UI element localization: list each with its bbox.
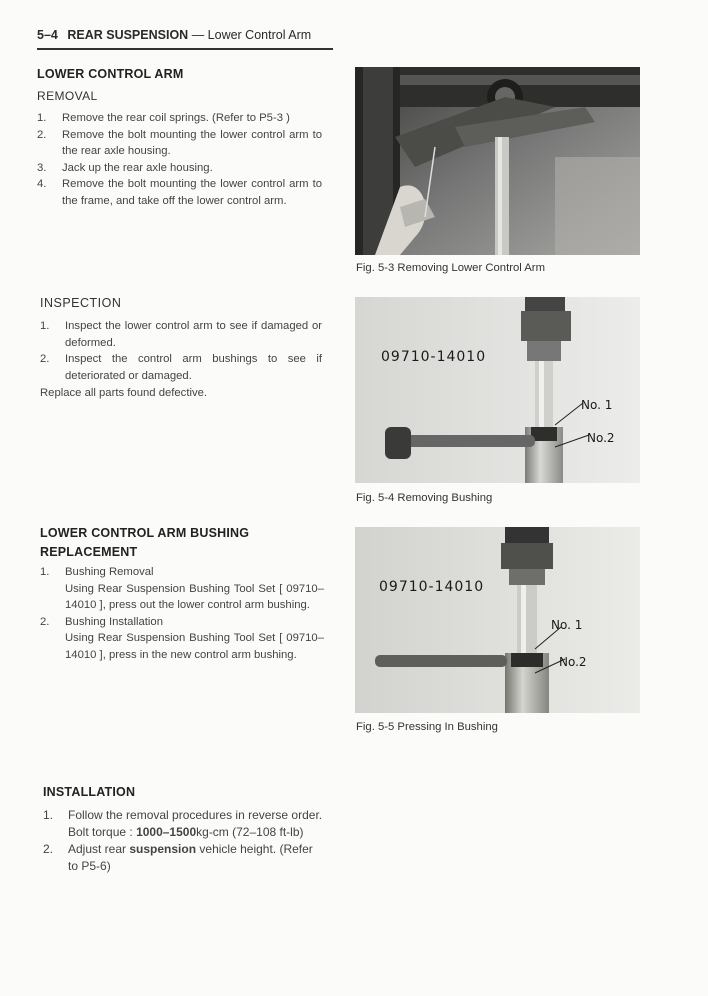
installation-steps: [43, 807, 325, 875]
list-item: 2. Inspect the control arm bushings to see if deteriorated or damaged.: [40, 353, 322, 382]
list-item: 1. Bushing Removal Using Rear Suspension Bushing Tool Set [ 09710–14010 ], press out the lower control arm bushing.: [40, 566, 324, 612]
fig-5-4-label-no2: No.2: [587, 431, 615, 445]
bushing-heading-line2: REPLACEMENT: [40, 545, 138, 559]
removal-steps: [37, 110, 322, 210]
torque-value: 1000–1500: [136, 825, 197, 839]
list-item: 3. Jack up the rear axle housing.: [37, 161, 213, 174]
fig-5-5-photo: [355, 527, 640, 713]
fig-5-4-caption: Fig. 5-4 Removing Bushing: [356, 492, 493, 504]
list-item: 4. Remove the bolt mounting the lower control arm to the frame, and take off the lower control arm.: [37, 178, 322, 207]
fig-5-4-photo: [355, 297, 640, 483]
page-header: [37, 28, 333, 54]
control-arm-removal-illustration: [355, 67, 640, 255]
inspection-steps: [40, 318, 322, 384]
bushing-steps: [40, 564, 324, 664]
section-title: REAR SUSPENSION: [67, 28, 189, 42]
fig-5-5-label-no1: No. 1: [551, 618, 583, 632]
fig-5-4-tool-number: 09710-14010: [381, 349, 487, 365]
fig-5-5-caption: Fig. 5-5 Pressing In Bushing: [356, 721, 498, 733]
fig-5-5-tool-number: 09710-14010: [379, 579, 485, 595]
installation-heading: INSTALLATION: [43, 785, 136, 799]
torque-label: Bolt torque :: [68, 825, 133, 839]
fig-5-3-photo: [355, 67, 640, 255]
list-item: 1. Remove the rear coil springs. (Refer to P5-3 ): [37, 112, 290, 124]
inspection-heading: INSPECTION: [40, 296, 122, 310]
inspection-note: Replace all parts found defective.: [40, 387, 208, 399]
bushing-heading-line1: LOWER CONTROL ARM BUSHING: [40, 526, 250, 540]
removal-heading: LOWER CONTROL ARM: [37, 67, 184, 81]
section-subtitle: — Lower Control Arm: [191, 28, 312, 42]
bushing-removal-illustration: [355, 297, 640, 483]
fig-5-5-label-no2: No.2: [559, 655, 587, 669]
list-item: 2. Adjust rear suspension vehicle height. (Refer to P5-6): [43, 842, 313, 873]
fig-5-3-caption: Fig. 5-3 Removing Lower Control Arm: [356, 262, 545, 274]
fig-5-4-label-no1: No. 1: [581, 398, 613, 412]
list-item: 2. Remove the bolt mounting the lower control arm to the rear axle housing.: [37, 128, 322, 158]
bushing-installation-illustration: [355, 527, 640, 713]
page-number: 5–4: [37, 28, 58, 42]
removal-subheading: REMOVAL: [37, 89, 98, 103]
torque-unit: kg-cm (72–108 ft-lb): [196, 825, 304, 839]
list-item: 1. Follow the removal procedures in reverse order. Bolt torque : 1000–1500kg-cm (72–108 ft-lb): [43, 808, 323, 839]
list-item: 1. Inspect the lower control arm to see if damaged or deformed.: [40, 320, 322, 349]
header-rule: [37, 48, 333, 50]
list-item: 2. Bushing Installation Using Rear Suspension Bushing Tool Set [ 09710–14010 ], press in the new control arm bushing.: [40, 615, 324, 661]
